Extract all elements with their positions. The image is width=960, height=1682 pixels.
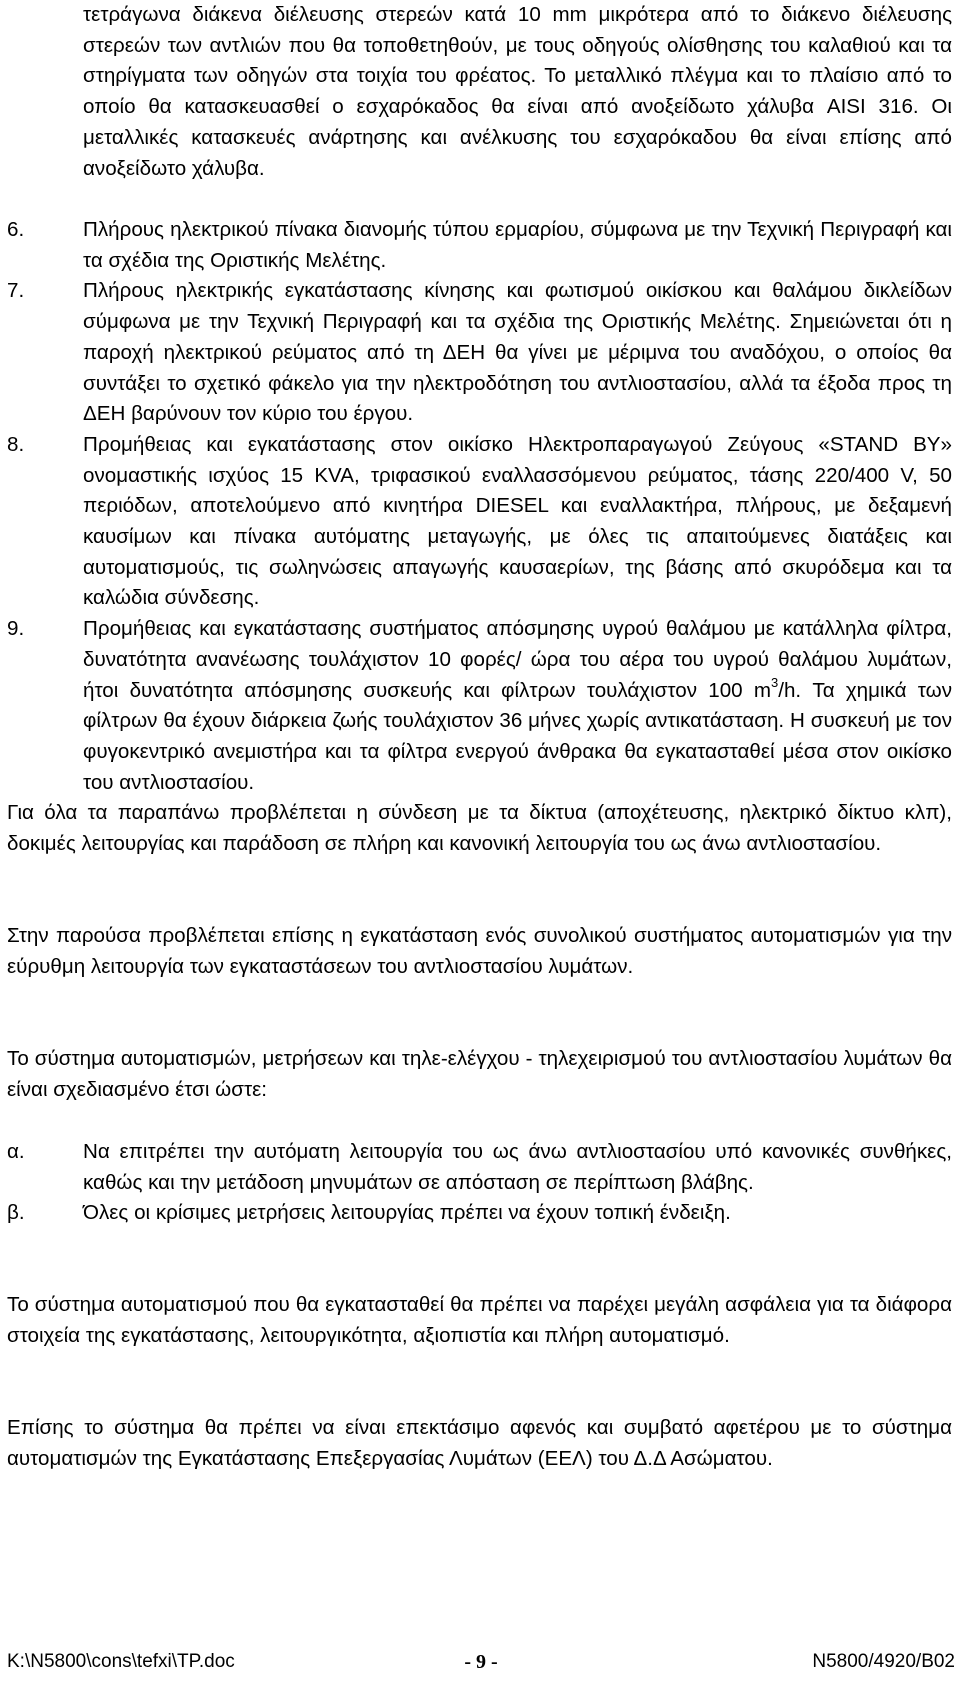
- footer-document-code: N5800/4920/B02: [812, 1651, 955, 1672]
- superscript: 3: [771, 674, 779, 690]
- item-number: 6.: [7, 218, 25, 241]
- paragraph-automation: Στην παρούσα προβλέπεται επίσης η εγκατάσταση ενός συνολικού συστήματος αυτοματισμών για την εύρυθμη λειτουργία των εγκαταστάσεων του αντλιοστασίου λυμάτων.: [7, 924, 952, 978]
- item-text-part: Προμήθειας και εγκατάστασης συστήματος απόσμησης υγρού θαλάμου με κατάλληλα φίλτρα, δυνατότητα ανανέωσης τουλάχιστον 10 φορές/ ώρα του αέρα του υγρού θαλάμου λυμάτων, ήτοι δυνατότητα απόσμησης συσκευής και φίλτρων τουλάχιστον 100 m: [83, 617, 952, 702]
- item-letter: β.: [7, 1201, 25, 1225]
- page-footer: [7, 1650, 955, 1674]
- item-text: [83, 614, 952, 798]
- alpha-item-b: [7, 1198, 952, 1229]
- item-number: 8.: [7, 432, 25, 456]
- item-text: Πλήρους ηλεκτρικού πίνακα διανομής τύπου ερμαρίου, σύμφωνα με την Τεχνική Περιγραφή και τα σχέδια της Οριστικής Μελέτης.: [83, 218, 952, 272]
- footer-file-path: K:\N5800\cons\tefxi\TP.doc: [7, 1651, 235, 1672]
- item-number: 7.: [7, 279, 25, 303]
- list-item-8: [7, 430, 952, 614]
- paragraph-connections: Για όλα τα παραπάνω προβλέπεται η σύνδεση με τα δίκτυα (αποχέτευσης, ηλεκτρικό δίκτυο κλπ), δοκιμές λειτουργίας και παράδοση σε πλήρη και κανονική λειτουργία του ως άνω αντλιοστασίου.: [7, 801, 952, 855]
- footer-page-number: - 9 -: [464, 1651, 498, 1673]
- item-number: 9.: [7, 617, 25, 641]
- item-text: Προμήθειας και εγκατάστασης στον οικίσκο Ηλεκτροπαραγωγού Ζεύγους «STAND BY» ονομαστικής ισχύος 15 KVA, τριφασικού εναλλασσόμενου ρεύματος, τάσης 220/400 V, 50 περιόδων, αποτελούμενο από κινητήρα DIESEL και εναλλακτήρα, πλήρους, με δεξαμενή καυσίμων και πίνακα αυτόματης μεταγωγής, με όλες τις απαιτούμενες διατάξεις και αυτοματισμούς, τις σωληνώσεις απαγωγής καυσαερίων, της βάσης από σκυρόδεμα και τα καλώδια σύνδεσης.: [83, 432, 952, 610]
- item-text: Πλήρους ηλεκτρικής εγκατάστασης κίνησης και φωτισμού οικίσκου και θαλάμου δικλείδων σύμφωνα με την Τεχνική Περιγραφή και τα σχέδια της Οριστικής Μελέτης. Σημειώνεται ότι η παροχή ηλεκτρικού ρεύματος από τη ΔΕΗ θα γίνει με μέριμνα του αναδόχου, ο οποίος θα συντάξει το σχετικό φάκελο για την ηλεκτροδότηση του αντλιοστασίου, αλλά τα έξοδα προς τη ΔΕΗ βαρύνουν τον κύριο του έργου.: [83, 279, 952, 426]
- item-text: Να επιτρέπει την αυτόματη λειτουργία του ως άνω αντλιοστασίου υπό κανονικές συνθήκες, καθώς και την μετάδοση μηνυμάτων σε απόσταση σε περίπτωση βλάβης.: [83, 1140, 952, 1194]
- paragraph-expandability: Επίσης το σύστημα θα πρέπει να είναι επεκτάσιμο αφενός και συμβατό αφετέρου με το σύστημα αυτοματισμών της Εγκατάστασης Επεξεργασίας Λυμάτων (ΕΕΛ) του Δ.Δ Ασώματου.: [7, 1416, 952, 1470]
- item-text-part: /h. Τα χημικά των φίλτρων θα έχουν διάρκεια ζωής τουλάχιστον 36 μήνες χωρίς αντικατάσταση. Η συσκευή με τον φυγοκεντρικό ανεμιστήρα και τα φίλτρα ενεργού άνθρακα θα εγκατασταθεί μέσα στον οικίσκο του αντλιοστασίου.: [83, 678, 952, 794]
- numbered-list: [7, 215, 952, 798]
- item-text: Όλες οι κρίσιμες μετρήσεις λειτουργίας πρέπει να έχουν τοπική ένδειξη.: [83, 1201, 731, 1225]
- continuation-text: τετράγωνα διάκενα διέλευσης στερεών κατά 10 mm μικρότερα από το διάκενο διέλευσης στερεών των αντλιών που θα τοποθετηθούν, με τους οδηγούς ολίσθησης του καλαθιού και τα στηρίγματα των οδηγών στα τοιχία του φρέατος. Το μεταλλικό πλέγμα και το πλαίσιο από το οποίο θα κατασκευασθεί ο εσχαρόκαδος θα είναι από ανοξείδωτο χάλυβα AISI 316. Οι μεταλλικές κατασκευές ανάρτησης και ανέλκυσης του εσχαρόκαδου θα είναι επίσης από ανοξείδωτο χάλυβα.: [83, 3, 952, 180]
- list-item-7: [7, 276, 952, 430]
- paragraph-system-design: Το σύστημα αυτοματισμών, μετρήσεων και τηλε-ελέγχου - τηλεχειρισμού του αντλιοστασίου λυμάτων θα είναι σχεδιασμένο έτσι ώστε:: [7, 1047, 952, 1101]
- item-letter: α.: [7, 1140, 25, 1163]
- list-item-9: [7, 614, 952, 798]
- list-item-6: [7, 215, 952, 276]
- list-continuation: [7, 0, 952, 184]
- paragraph-safety: Το σύστημα αυτοματισμού που θα εγκατασταθεί θα πρέπει να παρέχει μεγάλη ασφάλεια για τα διάφορα στοιχεία της εγκατάστασης, λειτουργικότητα, αξιοπιστία και πλήρη αυτοματισμό.: [7, 1293, 952, 1347]
- alpha-item-a: [7, 1137, 952, 1198]
- alpha-list: [7, 1137, 952, 1229]
